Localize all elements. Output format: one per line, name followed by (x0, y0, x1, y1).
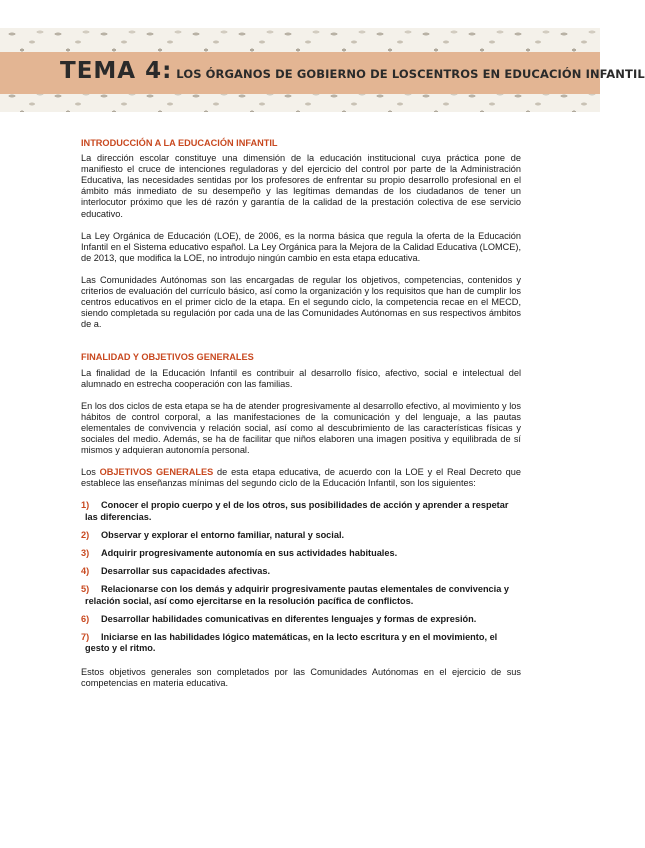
page-title (60, 58, 645, 88)
closing-paragraph: Estos objetivos generales son completados por las Comunidades Autónomas en el ejercicio de sus competencias en materia educativa. (81, 667, 521, 689)
tema-title: LOS ÓRGANOS DE GOBIERNO DE LOSCENTROS EN EDUCACIÓN INFANTIL (176, 67, 645, 81)
objectives-intro-after: de esta etapa educativa, de acuerdo con la LOE y el Real Decreto que establece las enseñanzas mínimas del segundo ciclo de la Educación Infantil, son los siguientes: (81, 467, 521, 489)
tema-label: TEMA 4: (60, 58, 173, 84)
objectives-highlight: OBJETIVOS GENERALES (99, 467, 214, 478)
list-text: Adquirir progresivamente autonomía en sus actividades habituales. (101, 547, 398, 558)
list-number: 5) (81, 584, 90, 595)
objectives-list (65, 500, 521, 654)
list-text: Desarrollar habilidades comunicativas en diferentes lenguajes y formas de expresión. (101, 613, 477, 624)
document-body (81, 138, 521, 701)
paragraph: La finalidad de la Educación Infantil es contribuir al desarrollo físico, afectivo, social e intelectual del alumnado en estrecha cooperación con las familias. (81, 367, 521, 389)
list-number: 6) (81, 613, 90, 624)
list-text: Iniciarse en las habilidades lógico matemáticas, en la lecto escritura y en el movimiento, el gesto y el ritmo. (85, 631, 498, 654)
list-number: 3) (81, 547, 90, 558)
paragraph: Las Comunidades Autónomas son las encargadas de regular los objetivos, competencias, contenidos y criterios de evaluación del currículo básico, así como la organización y los requisitos que han de cumplir los centros educativos en el primer ciclo de la etapa. En el segundo ciclo, la competencia recae en el MECD, siendo completada su regulación por cada una de las Comunidades Autónomas en sus respectivos ámbitos de a. (81, 274, 521, 330)
list-text: Observar y explorar el entorno familiar, natural y social. (101, 529, 345, 540)
list-number: 7) (81, 631, 90, 642)
list-item (65, 548, 521, 559)
objectives-intro (81, 467, 521, 489)
list-text: Relacionarse con los demás y adquirir progresivamente pautas elementales de convivencia y relación social, así como ejercitarse en la resolución pacífica de conflictos. (85, 584, 509, 606)
list-item (65, 632, 521, 654)
list-number: 1) (81, 500, 90, 511)
paragraph: La dirección escolar constituye una dimensión de la educación institucional cuya práctica pone de manifiesto el cruce de intenciones reguladoras y del ejercicio del control por parte de la Administración Educativa, las necesidades sentidas por los profesores de enfrentar su propio desarrollo profesional en el ámbito más inmediato de su desempeño y las legítimas demandas de los ciudadanos de tener un interlocutor próximo que les dé razón y garantía de la calidad de la prestación colectiva de ese servicio educativo. (81, 153, 521, 219)
section-heading-goals: FINALIDAD Y OBJETIVOS GENERALES (81, 352, 254, 363)
list-text: Desarrollar sus capacidades afectivas. (101, 566, 271, 577)
list-number: 2) (81, 529, 90, 540)
list-item (65, 566, 521, 577)
section-heading-intro: INTRODUCCIÓN A LA EDUCACIÓN INFANTIL (81, 138, 278, 148)
list-item (65, 500, 521, 522)
list-item (65, 530, 521, 541)
paragraph: La Ley Orgánica de Educación (LOE), de 2006, es la norma básica que regula la oferta de la Educación Infantil en el Sistema educativo español. La Ley Orgánica para la Mejora de la Calidad Educativa (LOMCE), de 2013, que modifica la LOE, no introdujo ningún cambio en esta etapa educativa. (81, 230, 521, 263)
paragraph: En los dos ciclos de esta etapa se ha de atender progresivamente al desarrollo efectivo, al movimiento y los hábitos de control corporal, a las manifestaciones de la comunicación y del lenguaje, a las pautas elementales de convivencia y relación social, así como al descubrimiento de las características físicas y sociales del medio. Además, se ha de facilitar que niños elaboren una imagen positiva y equilibrada de sí mismos y adquieran autonomía personal. (81, 400, 521, 456)
list-item (65, 614, 521, 625)
list-text: Conocer el propio cuerpo y el de los otros, sus posibilidades de acción y aprender a respetar las diferencias. (85, 500, 509, 522)
list-number: 4) (81, 566, 90, 577)
list-item (65, 584, 521, 606)
objectives-intro-before: Los (81, 467, 96, 478)
